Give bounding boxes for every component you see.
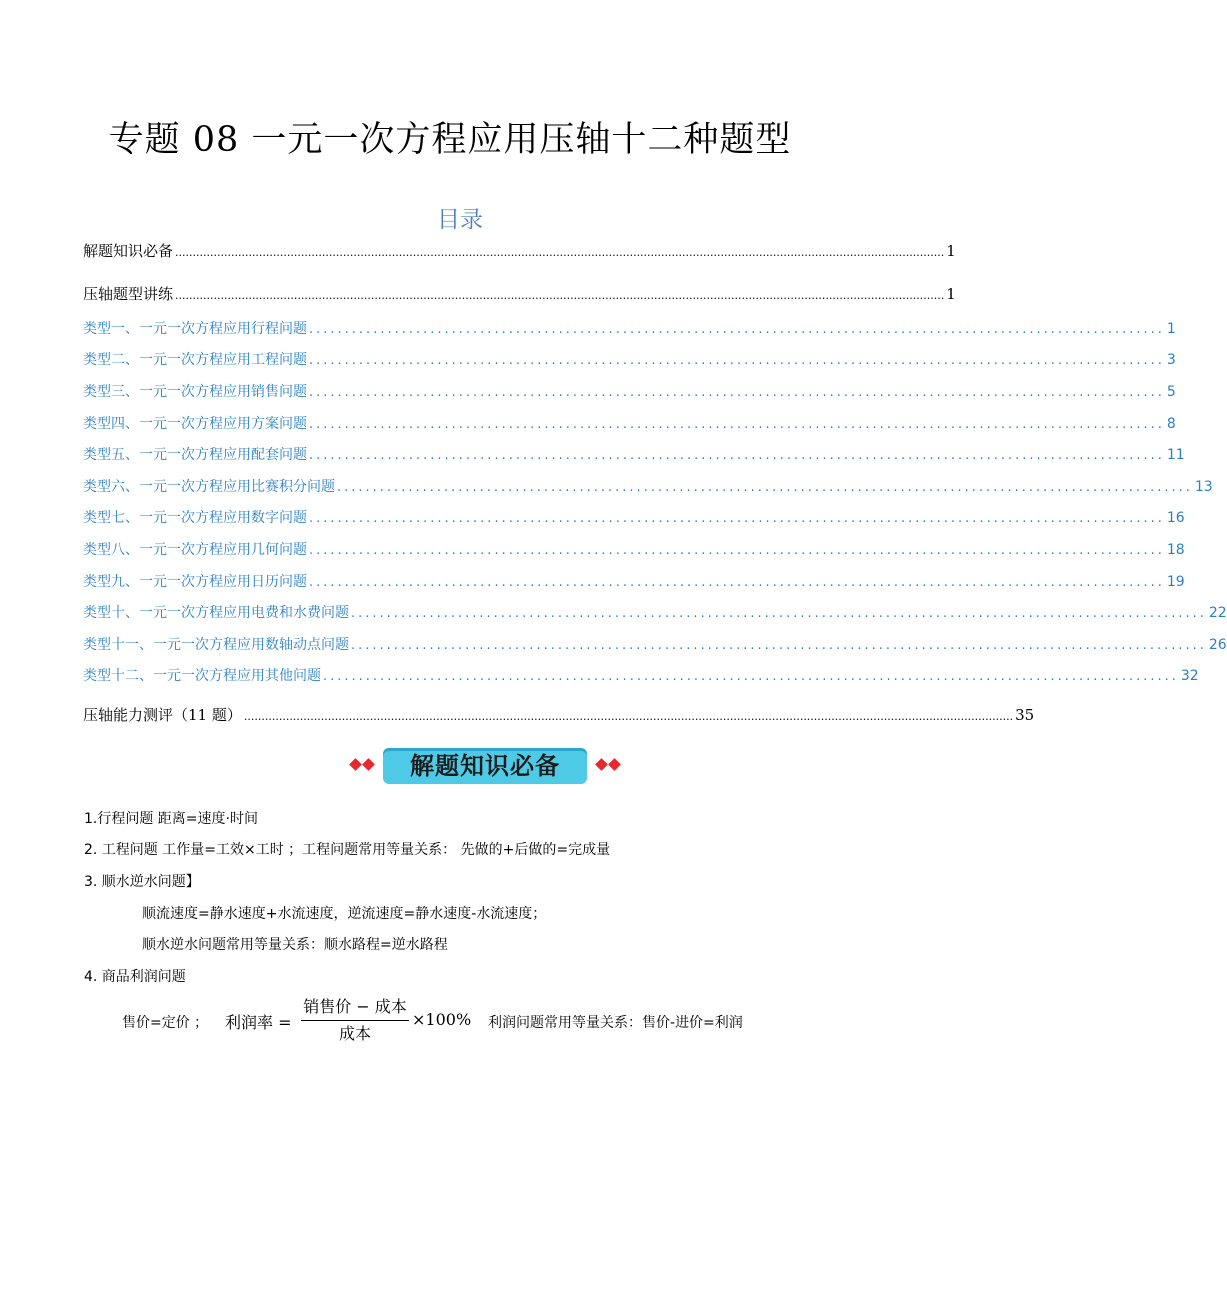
- knowledge-item-profit: 4. 商品利润问题: [84, 969, 186, 985]
- toc-entry[interactable]: [83, 705, 1035, 727]
- toc-page-number: 22: [1208, 605, 1227, 621]
- toc-page-number: 1: [946, 285, 956, 303]
- toc-leader-dots: ............................................................................................................................................................................................................................: [175, 246, 945, 259]
- knowledge-water-speed: 顺流速度=静水速度+水流速度，逆流速度=静水速度-水流速度；: [142, 906, 547, 922]
- toc-entry[interactable]: [83, 284, 956, 306]
- toc-entry-label: 类型七、一元一次方程应用数字问题: [83, 510, 307, 526]
- toc-type-entry[interactable]: [83, 477, 1213, 498]
- toc-leader-dots: ........................................................................................................................: [309, 417, 1165, 432]
- toc-type-entry[interactable]: [83, 382, 1176, 403]
- toc-entry-label: 压轴题型讲练: [83, 285, 174, 303]
- profit-formula: [122, 996, 802, 1046]
- toc-type-entry[interactable]: [83, 350, 1176, 371]
- toc-entry-label: 类型四、一元一次方程应用方案问题: [83, 416, 307, 432]
- toc-entry-label: 类型九、一元一次方程应用日历问题: [83, 574, 307, 590]
- knowledge-item-travel: 1.行程问题 距离=速度·时间: [84, 811, 258, 827]
- toc-page-number: 11: [1166, 447, 1185, 463]
- toc-entry[interactable]: [83, 241, 956, 263]
- toc-leader-dots: ........................................................................................................................: [351, 606, 1207, 621]
- formula-lhs: 利润率 =: [225, 1013, 292, 1032]
- knowledge-item-work: 2. 工程问题 工作量=工效×工时 ；工程问题常用等量关系： 先做的+后做的=完成量: [84, 842, 611, 858]
- toc-page-number: 1: [946, 242, 956, 260]
- diamond-icon: [608, 758, 621, 771]
- page-title: 专题 08 一元一次方程应用压轴十二种题型: [108, 120, 792, 160]
- toc-entry-label: 压轴能力测评（11 题）: [83, 706, 242, 724]
- toc-entry-label: 类型五、一元一次方程应用配套问题: [83, 447, 307, 463]
- toc-leader-dots: ........................................................................................................................: [309, 575, 1165, 590]
- toc-page-number: 32: [1180, 668, 1199, 684]
- toc-entry-label: 类型六、一元一次方程应用比赛积分问题: [83, 479, 335, 495]
- toc-type-entry[interactable]: [83, 635, 1227, 656]
- toc-page-number: 19: [1166, 574, 1185, 590]
- toc-page-number: 3: [1166, 352, 1176, 368]
- toc-page-number: 13: [1194, 479, 1213, 495]
- diamond-icon: [362, 758, 375, 771]
- toc-leader-dots: ........................................................................................................................: [337, 480, 1193, 495]
- toc-entry-label: 类型八、一元一次方程应用几何问题: [83, 542, 307, 558]
- diamond-icon: [349, 758, 362, 771]
- formula-suffix: 利润问题常用等量关系：售价-进价=利润: [488, 1015, 743, 1031]
- knowledge-water-relation: 顺水逆水问题常用等量关系：顺水路程=逆水路程: [142, 937, 448, 953]
- toc-leader-dots: ........................................................................................................................: [309, 543, 1165, 558]
- toc-page-number: 16: [1166, 510, 1185, 526]
- toc-leader-dots: ........................................................................................................................: [351, 638, 1207, 653]
- toc-page-number: 5: [1166, 384, 1176, 400]
- section-banner: [345, 744, 625, 786]
- toc-type-entry[interactable]: [83, 603, 1227, 624]
- toc-leader-dots: ............................................................................................................................................................................................................................: [175, 289, 945, 302]
- toc-page-number: 26: [1208, 637, 1227, 653]
- toc-type-entry[interactable]: [83, 319, 1176, 340]
- toc-entry-label: 类型十、一元一次方程应用电费和水费问题: [83, 605, 349, 621]
- toc-leader-dots: ........................................................................................................................: [309, 353, 1165, 368]
- formula-prefix: 售价=定价 ；: [122, 1015, 209, 1031]
- toc-entry-label: 类型十二、一元一次方程应用其他问题: [83, 668, 321, 684]
- formula-fraction: [297, 996, 413, 1045]
- toc-page-number: 8: [1166, 416, 1176, 432]
- fraction-bar: [301, 1020, 409, 1021]
- formula-multiplier: ×100%: [412, 1010, 472, 1029]
- toc-entry-label: 类型二、一元一次方程应用工程问题: [83, 352, 307, 368]
- toc-leader-dots: ........................................................................................................................: [309, 385, 1165, 400]
- toc-heading: 目录: [437, 207, 483, 233]
- toc-type-entry[interactable]: [83, 445, 1185, 466]
- toc-type-entry[interactable]: [83, 508, 1185, 529]
- toc-leader-dots: ........................................................................................................................: [309, 511, 1165, 526]
- banner-text: 解题知识必备: [410, 752, 560, 780]
- toc-type-entry[interactable]: [83, 414, 1176, 435]
- toc-leader-dots: ........................................................................................................................: [309, 322, 1165, 337]
- toc-page-number: 18: [1166, 542, 1185, 558]
- toc-entry-label: 解题知识必备: [83, 242, 174, 260]
- toc-entry-label: 类型一、一元一次方程应用行程问题: [83, 321, 307, 337]
- toc-page-number: 1: [1166, 321, 1176, 337]
- toc-type-entry[interactable]: [83, 666, 1199, 687]
- formula-numerator: 销售价 − 成本: [303, 997, 407, 1016]
- formula-denominator: 成本: [338, 1024, 371, 1043]
- toc-leader-dots: ............................................................................................................................................................................................................................: [243, 710, 1014, 723]
- toc-type-entry[interactable]: [83, 540, 1185, 561]
- toc-page-number: 35: [1015, 706, 1035, 724]
- toc-leader-dots: ........................................................................................................................: [309, 448, 1165, 463]
- diamond-icon: [595, 758, 608, 771]
- toc-leader-dots: ........................................................................................................................: [323, 669, 1179, 684]
- toc-entry-label: 类型三、一元一次方程应用销售问题: [83, 384, 307, 400]
- toc-entry-label: 类型十一、一元一次方程应用数轴动点问题: [83, 637, 349, 653]
- toc-type-entry[interactable]: [83, 572, 1185, 593]
- knowledge-item-water: 3. 顺水逆水问题】: [84, 874, 200, 890]
